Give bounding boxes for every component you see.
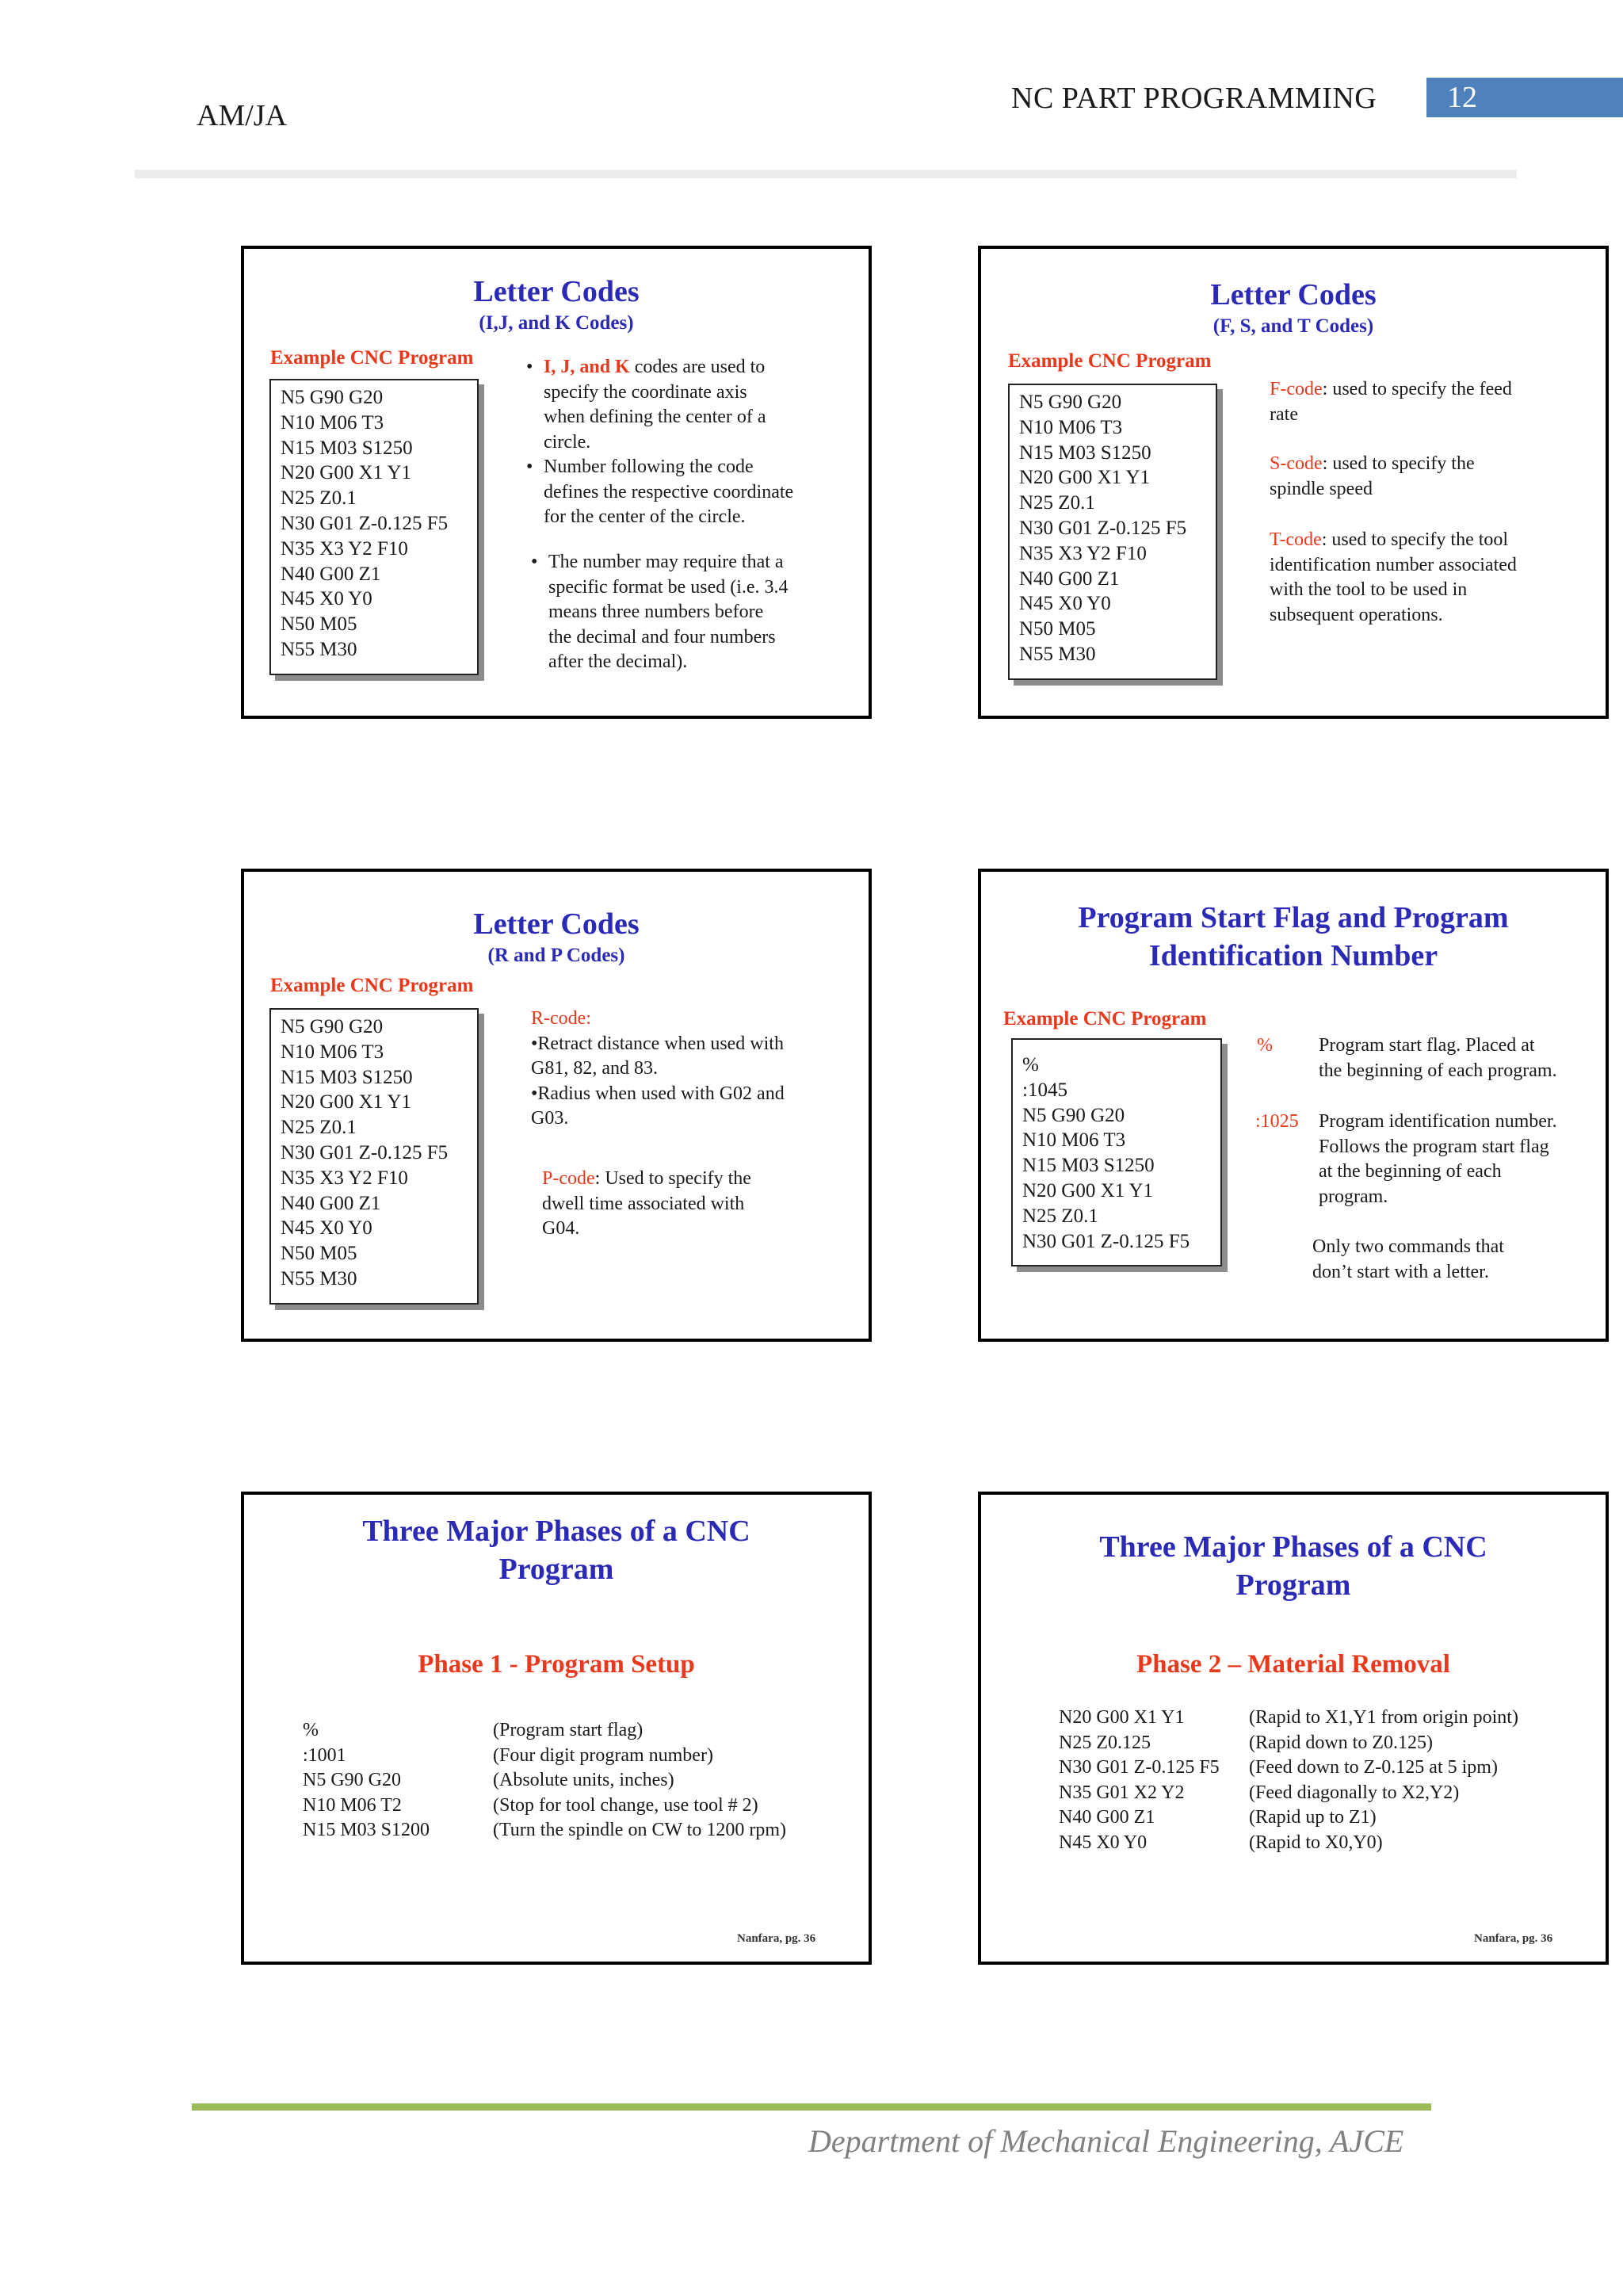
program-line: N45 X0 Y0: [1019, 593, 1111, 615]
program-line: N45 X0 Y0: [281, 588, 372, 610]
phase-heading: Phase 2 – Material Removal: [1136, 1650, 1450, 1679]
r-code-label: R-code:: [531, 1008, 591, 1029]
program-line: N15 M03 S1250: [281, 1066, 413, 1088]
program-line: N35 X3 Y2 F10: [281, 537, 408, 560]
program-line: N10 M06 T3: [281, 411, 384, 434]
t-code-description: T-code: used to specify the tool identification number associated with the tool to be used in subsequent operations.: [1270, 529, 1517, 625]
removal-codes: N20 G00 X1 Y1 N25 Z0.125 N30 G01 Z-0.125 F5 N35 G01 X2 Y2 N40 G00 Z1 N45 X0 Y0: [1059, 1707, 1220, 1853]
phase-heading: Phase 1 - Program Setup: [418, 1650, 695, 1679]
slide-title: Letter Codes: [473, 275, 640, 308]
program-line: N25 Z0.1: [281, 487, 357, 510]
f-code-description: F-code: used to specify the feed rate: [1270, 379, 1512, 425]
program-line: N20 G00 X1 Y1: [1022, 1179, 1154, 1201]
program-line: N50 M05: [1019, 618, 1096, 640]
program-line: N55 M30: [281, 638, 357, 660]
citation: Nanfara, pg. 36: [1474, 1932, 1553, 1945]
t-code-label: T-code: [1270, 529, 1322, 550]
program-line: N40 G00 Z1: [281, 1192, 381, 1214]
header-title: NC PART PROGRAMMING: [1011, 82, 1377, 115]
program-line: N15 M03 S1250: [1019, 441, 1151, 464]
removal-comments: (Rapid to X1,Y1 from origin point) (Rapid down to Z0.125) (Feed down to Z-0.125 at 5 ipm) (Feed diagonally to X2,Y2) (Rapid up to Z1) (Rapid to X0,Y0): [1249, 1707, 1518, 1853]
header-divider: [135, 170, 1517, 178]
slide-subtitle: (I,J, and K Codes): [479, 312, 634, 334]
slide-title: Letter Codes: [1210, 278, 1377, 311]
slide-title: Program Start Flag and Program Identification Number: [1078, 901, 1509, 972]
s-code-label: S-code: [1270, 453, 1323, 474]
slide-subtitle: (F, S, and T Codes): [1212, 315, 1374, 337]
slide-title: Three Major Phases of a CNC Program: [1099, 1530, 1487, 1602]
p-code-description: P-code: Used to specify the dwell time associated with G04.: [542, 1168, 751, 1239]
bullet-number-following: Number following the code defines the respective coordinate for the center of the circle.: [544, 457, 794, 527]
slide-title: Three Major Phases of a CNC Program: [362, 1515, 750, 1586]
program-listing: [269, 379, 479, 675]
slide-subtitle: (R and P Codes): [487, 945, 625, 966]
program-listing: [1011, 1038, 1222, 1266]
program-listing: [1008, 384, 1217, 680]
start-flag-symbol: %: [1257, 1035, 1273, 1056]
setup-comments: (Program start flag) (Four digit program number) (Absolute units, inches) (Stop for tool change, use tool # 2) (Turn the spindle on CW to 1200 rpm): [493, 1720, 786, 1840]
footer-divider: [192, 2103, 1431, 2111]
footer-department: Department of Mechanical Engineering, AJCE: [808, 2123, 1404, 2159]
program-line: N55 M30: [1019, 643, 1096, 665]
bullet-marker: •: [526, 457, 533, 477]
f-code-label: F-code: [1270, 379, 1323, 399]
program-line: N5 G90 G20: [281, 387, 384, 408]
program-line: N20 G00 X1 Y1: [1019, 467, 1151, 489]
slide-program-start-flag: [978, 869, 1609, 1342]
program-line: N40 G00 Z1: [281, 563, 381, 585]
program-id-symbol: :1025: [1255, 1111, 1299, 1132]
program-line: N30 G01 Z-0.125 F5: [281, 1141, 449, 1163]
page-number-badge: 12: [1426, 78, 1623, 117]
slide-ijk-codes: [241, 246, 872, 719]
example-label: Example CNC Program: [270, 347, 474, 369]
program-line: N5 G90 G20: [1019, 392, 1122, 413]
program-line: N40 G00 Z1: [1019, 567, 1120, 590]
bullet-marker: •: [531, 552, 538, 572]
program-line: N5 G90 G20: [1022, 1104, 1125, 1126]
example-label: Example CNC Program: [1008, 350, 1212, 372]
program-line: N15 M03 S1250: [281, 437, 413, 459]
program-line: %: [1022, 1054, 1039, 1075]
slide-title: Letter Codes: [473, 907, 640, 941]
example-label: Example CNC Program: [270, 975, 474, 996]
program-line: :1045: [1022, 1079, 1067, 1101]
program-line: N25 Z0.1: [281, 1117, 357, 1139]
bullet-format: The number may require that a specific format be used (i.e. 3.4 means three numbers before the decimal and four numbers after the decimal).: [548, 552, 789, 672]
program-line: N35 X3 Y2 F10: [1019, 542, 1147, 564]
program-line: N25 Z0.1: [1022, 1205, 1098, 1227]
program-id-description: Program identification number. Follows the program start flag at the beginning of each program.: [1319, 1111, 1557, 1207]
s-code-description: S-code: used to specify the spindle speed: [1270, 453, 1475, 499]
bullet-ijk-usage: I, J, and K codes are used to specify the coordinate axis when defining the center of a circle.: [544, 357, 766, 453]
program-line: N35 X3 Y2 F10: [281, 1167, 408, 1189]
program-line: N15 M03 S1250: [1022, 1155, 1155, 1177]
program-line: N10 M06 T3: [1022, 1129, 1126, 1152]
program-line: N30 G01 Z-0.125 F5: [1022, 1230, 1190, 1252]
program-line: N20 G00 X1 Y1: [281, 1091, 412, 1114]
citation: Nanfara, pg. 36: [737, 1932, 816, 1945]
example-label: Example CNC Program: [1003, 1008, 1207, 1030]
bullet-marker: •: [526, 357, 533, 377]
program-line: N50 M05: [281, 1243, 357, 1265]
program-line: N50 M05: [281, 613, 357, 636]
program-line: N5 G90 G20: [281, 1016, 384, 1037]
slide-phase-2: [978, 1492, 1609, 1965]
setup-codes: % :1001 N5 G90 G20 N10 M06 T2 N15 M03 S1200: [303, 1720, 430, 1840]
p-code-label: P-code: [542, 1168, 595, 1189]
program-line: N25 Z0.1: [1019, 492, 1095, 514]
start-flag-note: Only two commands that don’t start with a letter.: [1312, 1236, 1504, 1282]
program-line: N30 G01 Z-0.125 F5: [1019, 517, 1187, 539]
slide-fst-codes: [978, 246, 1609, 719]
program-line: N20 G00 X1 Y1: [281, 462, 412, 484]
ijk-code-highlight: I, J, and K: [544, 357, 630, 377]
slide-rp-codes: [241, 869, 872, 1342]
program-line: N45 X0 Y0: [281, 1217, 372, 1240]
program-line: N10 M06 T3: [281, 1041, 384, 1063]
program-line: N55 M30: [281, 1267, 357, 1289]
program-line: N10 M06 T3: [1019, 416, 1123, 438]
slide-phase-1: [241, 1492, 872, 1965]
program-listing: [269, 1008, 479, 1305]
r-code-description: R-code: •Retract distance when used with G81, 82, and 83. •Radius when used with G02 and G03.: [531, 1007, 864, 1132]
header-initials: AM/JA: [197, 99, 288, 132]
start-flag-description: Program start flag. Placed at the beginning of each program.: [1319, 1035, 1557, 1081]
program-line: N30 G01 Z-0.125 F5: [281, 512, 449, 534]
